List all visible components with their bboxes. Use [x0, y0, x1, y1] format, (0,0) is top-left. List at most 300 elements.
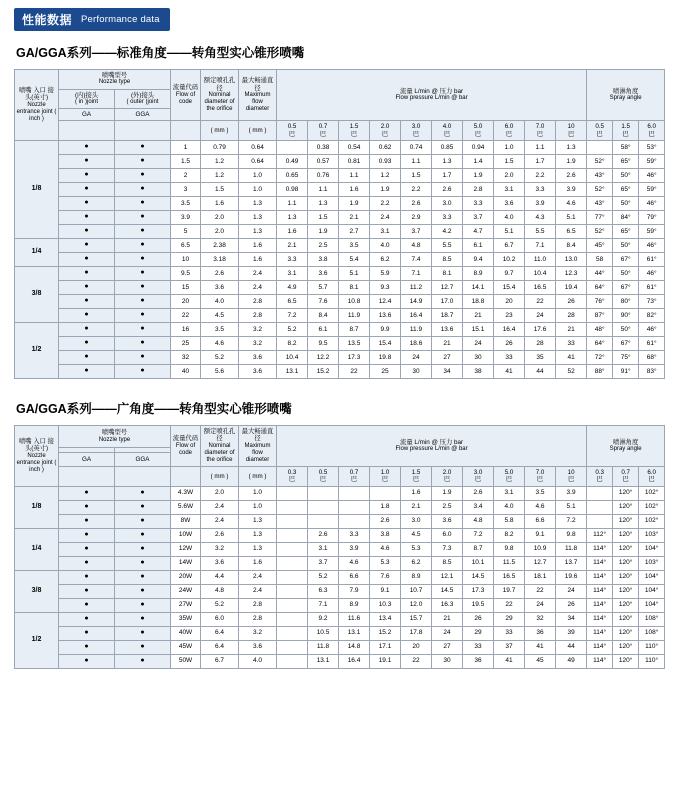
cell-max-free-passage: 1.6 — [239, 253, 277, 267]
header-pressure-3.0: 3.0 巴 — [463, 467, 494, 487]
cell-flow: 41 — [556, 351, 587, 365]
table-row — [15, 542, 665, 556]
cell-flow: 10.4 — [525, 267, 556, 281]
cell-flow: 8.1 — [339, 281, 370, 295]
cell-flow: 18.7 — [432, 309, 463, 323]
cell-flow: 6.2 — [401, 556, 432, 570]
cell-nominal-diameter: 6.4 — [201, 626, 239, 640]
cell-flow: 2.2 — [401, 183, 432, 197]
cell-flow-code: 25 — [171, 337, 201, 351]
cell-nominal-diameter: 1.2 — [201, 169, 239, 183]
cell-ga-mark: ● — [59, 598, 115, 612]
header-pressure-0.7: 0.7 巴 — [339, 467, 370, 487]
cell-flow: 10.8 — [339, 295, 370, 309]
cell-flow: 2.6 — [556, 169, 587, 183]
cell-spray-angle: 76° — [587, 295, 613, 309]
cell-flow: 3.6 — [494, 197, 525, 211]
header-pressure-6.0: 6.0 巴 — [494, 121, 525, 141]
header-ga: GA — [59, 453, 115, 467]
cell-max-free-passage: 0.64 — [239, 155, 277, 169]
cell-flow: 3.9 — [339, 542, 370, 556]
cell-flow: 9.9 — [370, 323, 401, 337]
header-nozzle-entrance: 喷嘴 入口 接头(英寸) Nozzle entrance joint ( inch ) — [15, 70, 59, 141]
cell-flow: 24 — [463, 337, 494, 351]
cell-spray-angle: 46° — [639, 267, 665, 281]
table-row — [15, 626, 665, 640]
cell-flow: 28 — [525, 337, 556, 351]
cell-flow: 41 — [525, 640, 556, 654]
table-row — [15, 211, 665, 225]
cell-ga-mark: ● — [59, 309, 115, 323]
cell-flow: 1.7 — [432, 169, 463, 183]
cell-flow: 8.7 — [463, 542, 494, 556]
cell-gga-mark: ● — [115, 528, 171, 542]
cell-flow-code: 12W — [171, 542, 201, 556]
cell-flow: 17.3 — [463, 584, 494, 598]
section-title-wide: GA/GGA系列——广角度——转角型实心锥形喷嘴 — [16, 402, 292, 417]
cell-spray-angle: 67° — [613, 281, 639, 295]
cell-flow: 20 — [494, 295, 525, 309]
cell-max-free-passage: 1.0 — [239, 183, 277, 197]
cell-flow-code: 3.9 — [171, 211, 201, 225]
cell-flow: 30 — [463, 351, 494, 365]
cell-flow-code: 35W — [171, 612, 201, 626]
cell-flow: 8.9 — [401, 570, 432, 584]
cell-spray-angle: 46° — [639, 197, 665, 211]
cell-flow: 14.1 — [463, 281, 494, 295]
cell-flow: 1.1 — [339, 169, 370, 183]
cell-spray-angle: 120° — [613, 486, 639, 500]
cell-flow: 3.1 — [308, 542, 339, 556]
cell-flow: 26 — [556, 295, 587, 309]
cell-flow: 1.6 — [401, 486, 432, 500]
cell-spray-angle: 67° — [613, 337, 639, 351]
cell-flow: 0.93 — [370, 155, 401, 169]
cell-flow: 23 — [494, 309, 525, 323]
cell-flow: 37 — [494, 640, 525, 654]
table-row — [15, 197, 665, 211]
header-gga: GGA — [115, 109, 171, 121]
cell-flow: 1.1 — [277, 197, 308, 211]
cell-flow — [339, 486, 370, 500]
cell-flow: 21 — [463, 309, 494, 323]
header-nozzle-type: 喷嘴型号 Nozzle type — [59, 426, 171, 448]
cell-flow: 4.0 — [494, 500, 525, 514]
cell-flow: 1.3 — [277, 211, 308, 225]
cell-flow: 7.1 — [308, 598, 339, 612]
cell-flow: 2.1 — [401, 500, 432, 514]
header-spray-angle: 喷淋角度 Spray angle — [587, 426, 665, 467]
table-row — [15, 654, 665, 668]
header-pressure-5.0: 5.0 巴 — [463, 121, 494, 141]
cell-flow: 26 — [463, 612, 494, 626]
cell-nominal-diameter: 3.5 — [201, 323, 239, 337]
table-row — [15, 570, 665, 584]
cell-nominal-diameter: 6.0 — [201, 612, 239, 626]
cell-flow — [308, 486, 339, 500]
cell-flow: 27 — [432, 351, 463, 365]
cell-flow: 4.9 — [277, 281, 308, 295]
cell-flow-code: 16 — [171, 323, 201, 337]
cell-ga-mark: ● — [59, 500, 115, 514]
cell-flow: 3.1 — [277, 267, 308, 281]
cell-spray-angle: 59° — [639, 155, 665, 169]
cell-gga-mark: ● — [115, 141, 171, 155]
cell-flow: 6.1 — [308, 323, 339, 337]
header-pressure-10: 10 巴 — [556, 121, 587, 141]
cell-max-free-passage: 2.4 — [239, 281, 277, 295]
cell-flow: 22 — [494, 598, 525, 612]
cell-flow: 2.6 — [401, 197, 432, 211]
header-maxfree-unit: ( mm ) — [239, 467, 277, 487]
cell-flow-code: 24W — [171, 584, 201, 598]
cell-flow — [277, 626, 308, 640]
header-spray-pressure-1.5: 1.5 巴 — [613, 121, 639, 141]
cell-flow: 24 — [432, 626, 463, 640]
cell-flow-code: 14W — [171, 556, 201, 570]
cell-nominal-diameter: 4.0 — [201, 295, 239, 309]
cell-gga-mark: ● — [115, 654, 171, 668]
cell-spray-angle: 82° — [639, 309, 665, 323]
cell-max-free-passage: 1.0 — [239, 486, 277, 500]
row-group-label: 3/8 — [15, 267, 59, 323]
cell-spray-angle: 110° — [639, 640, 665, 654]
cell-spray-angle: 50° — [613, 197, 639, 211]
cell-flow: 19.1 — [370, 654, 401, 668]
cell-flow-code: 1 — [171, 141, 201, 155]
cell-flow: 49 — [556, 654, 587, 668]
cell-ga-mark: ● — [59, 584, 115, 598]
cell-spray-angle: 61° — [639, 253, 665, 267]
cell-nominal-diameter: 5.2 — [201, 351, 239, 365]
cell-flow: 5.2 — [277, 323, 308, 337]
cell-gga-mark: ● — [115, 267, 171, 281]
cell-flow: 44 — [556, 640, 587, 654]
cell-flow: 16.5 — [494, 570, 525, 584]
cell-gga-mark: ● — [115, 211, 171, 225]
cell-gga-mark: ● — [115, 309, 171, 323]
cell-flow: 3.3 — [277, 253, 308, 267]
cell-flow: 2.4 — [370, 211, 401, 225]
cell-spray-angle: 72° — [587, 351, 613, 365]
cell-flow: 15.2 — [370, 626, 401, 640]
cell-nominal-diameter: 5.2 — [201, 598, 239, 612]
table-row — [15, 337, 665, 351]
cell-flow: 3.0 — [432, 197, 463, 211]
cell-flow: 1.9 — [556, 155, 587, 169]
cell-flow: 5.9 — [370, 267, 401, 281]
cell-flow-code: 10W — [171, 528, 201, 542]
cell-flow: 21 — [432, 612, 463, 626]
cell-gga-mark: ● — [115, 155, 171, 169]
cell-spray-angle: 87° — [587, 309, 613, 323]
cell-max-free-passage: 2.8 — [239, 598, 277, 612]
cell-ga-mark: ● — [59, 197, 115, 211]
cell-spray-angle: 120° — [613, 528, 639, 542]
cell-flow — [277, 640, 308, 654]
cell-flow: 3.7 — [308, 556, 339, 570]
cell-flow: 0.76 — [308, 169, 339, 183]
cell-flow: 5.4 — [339, 253, 370, 267]
cell-flow: 7.1 — [525, 239, 556, 253]
cell-spray-angle: 120° — [613, 542, 639, 556]
cell-spray-angle: 108° — [639, 612, 665, 626]
header-code-unit — [171, 121, 201, 141]
cell-flow-code: 20W — [171, 570, 201, 584]
cell-flow: 1.9 — [432, 486, 463, 500]
cell-max-free-passage: 1.3 — [239, 514, 277, 528]
cell-flow: 6.2 — [370, 253, 401, 267]
cell-flow: 10.5 — [308, 626, 339, 640]
cell-max-free-passage: 2.8 — [239, 612, 277, 626]
cell-flow-code: 3 — [171, 183, 201, 197]
cell-flow: 1.1 — [525, 141, 556, 155]
header-maxfree-unit: ( mm ) — [239, 121, 277, 141]
cell-flow: 3.1 — [494, 183, 525, 197]
table-row — [15, 183, 665, 197]
cell-flow: 12.7 — [525, 556, 556, 570]
cell-max-free-passage: 3.6 — [239, 351, 277, 365]
cell-spray-angle: 104° — [639, 570, 665, 584]
row-group-label: 1/2 — [15, 612, 59, 668]
cell-flow: 27 — [432, 640, 463, 654]
cell-flow-code: 20 — [171, 295, 201, 309]
table-row — [15, 253, 665, 267]
cell-spray-angle: 114° — [587, 598, 613, 612]
cell-spray-angle: 65° — [613, 183, 639, 197]
cell-spray-angle: 50° — [613, 267, 639, 281]
cell-spray-angle: 120° — [613, 584, 639, 598]
cell-nominal-diameter: 4.6 — [201, 337, 239, 351]
header-gga-unit — [115, 121, 171, 141]
cell-flow — [277, 612, 308, 626]
row-group-label: 1/8 — [15, 486, 59, 528]
cell-ga-mark: ● — [59, 514, 115, 528]
cell-flow: 41 — [494, 654, 525, 668]
cell-flow: 18.1 — [525, 570, 556, 584]
header-flow-code: 流量代码 Flow of code — [171, 426, 201, 467]
cell-flow: 34 — [556, 612, 587, 626]
cell-flow: 1.4 — [463, 155, 494, 169]
cell-flow: 7.4 — [401, 253, 432, 267]
cell-flow: 17.8 — [401, 626, 432, 640]
cell-nominal-diameter: 6.4 — [201, 640, 239, 654]
cell-flow: 22 — [339, 365, 370, 379]
header-inner-joint: (内)接头 ( in )joint — [59, 89, 115, 109]
cell-max-free-passage: 1.0 — [239, 500, 277, 514]
cell-spray-angle: 48° — [587, 323, 613, 337]
cell-flow: 5.7 — [308, 281, 339, 295]
table-standard-angle — [14, 69, 665, 379]
cell-flow: 4.0 — [370, 239, 401, 253]
cell-nominal-diameter: 1.6 — [201, 197, 239, 211]
cell-flow: 1.9 — [370, 183, 401, 197]
cell-flow: 0.94 — [463, 141, 494, 155]
cell-flow: 24 — [556, 584, 587, 598]
cell-flow: 2.2 — [525, 169, 556, 183]
cell-ga-mark: ● — [59, 295, 115, 309]
cell-flow-code: 3.5 — [171, 197, 201, 211]
cell-spray-angle: 46° — [639, 323, 665, 337]
cell-flow: 9.8 — [556, 528, 587, 542]
cell-flow-code: 5 — [171, 225, 201, 239]
cell-flow: 16.5 — [525, 281, 556, 295]
cell-spray-angle — [587, 486, 613, 500]
cell-flow: 33 — [494, 351, 525, 365]
table-row — [15, 155, 665, 169]
cell-flow — [308, 500, 339, 514]
cell-spray-angle: 104° — [639, 584, 665, 598]
cell-max-free-passage: 1.3 — [239, 211, 277, 225]
cell-flow: 11.5 — [494, 556, 525, 570]
cell-flow: 17.3 — [339, 351, 370, 365]
cell-flow: 4.3 — [525, 211, 556, 225]
table-row — [15, 225, 665, 239]
header-ga-unit — [59, 121, 115, 141]
cell-flow: 15.7 — [401, 612, 432, 626]
cell-flow: 6.5 — [556, 225, 587, 239]
cell-flow: 13.0 — [556, 253, 587, 267]
cell-gga-mark: ● — [115, 598, 171, 612]
cell-flow: 28 — [556, 309, 587, 323]
cell-ga-mark: ● — [59, 141, 115, 155]
cell-flow: 19.8 — [370, 351, 401, 365]
cell-spray-angle: 44° — [587, 267, 613, 281]
header-pressure-5.0: 5.0 巴 — [494, 467, 525, 487]
cell-nominal-diameter: 2.6 — [201, 528, 239, 542]
cell-spray-angle — [587, 514, 613, 528]
cell-flow: 10.9 — [525, 542, 556, 556]
cell-gga-mark: ● — [115, 281, 171, 295]
cell-gga-mark: ● — [115, 295, 171, 309]
cell-gga-mark: ● — [115, 337, 171, 351]
cell-flow: 6.3 — [308, 584, 339, 598]
cell-flow: 0.85 — [432, 141, 463, 155]
cell-ga-mark: ● — [59, 486, 115, 500]
cell-spray-angle: 104° — [639, 598, 665, 612]
cell-flow: 4.8 — [401, 239, 432, 253]
cell-flow: 0.57 — [308, 155, 339, 169]
cell-flow: 38 — [463, 365, 494, 379]
cell-flow: 12.2 — [308, 351, 339, 365]
cell-spray-angle: 61° — [639, 337, 665, 351]
cell-flow: 2.6 — [308, 528, 339, 542]
cell-flow: 3.6 — [432, 514, 463, 528]
cell-spray-angle: 114° — [587, 626, 613, 640]
cell-flow-code: 27W — [171, 598, 201, 612]
cell-flow — [277, 500, 308, 514]
cell-flow: 11.6 — [339, 612, 370, 626]
cell-spray-angle: 114° — [587, 654, 613, 668]
cell-flow — [277, 654, 308, 668]
cell-spray-angle: 114° — [587, 640, 613, 654]
header-spray-pressure-6.0: 6.0 巴 — [639, 121, 665, 141]
row-group-label: 1/2 — [15, 323, 59, 379]
cell-flow: 26 — [556, 598, 587, 612]
header-code-unit — [171, 467, 201, 487]
header-nozzle-entrance: 喷嘴 入口 接头(英寸) Nozzle entrance joint ( inch ) — [15, 426, 59, 487]
table-row — [15, 309, 665, 323]
cell-flow: 15.1 — [463, 323, 494, 337]
cell-flow-code: 8W — [171, 514, 201, 528]
cell-flow: 3.0 — [401, 514, 432, 528]
cell-spray-angle: 43° — [587, 197, 613, 211]
cell-max-free-passage: 1.6 — [239, 239, 277, 253]
row-group-label: 1/8 — [15, 141, 59, 239]
cell-spray-angle: 120° — [613, 626, 639, 640]
cell-flow: 24 — [401, 351, 432, 365]
cell-ga-mark: ● — [59, 183, 115, 197]
cell-ga-mark: ● — [59, 626, 115, 640]
cell-spray-angle: 64° — [587, 337, 613, 351]
cell-flow: 13.6 — [370, 309, 401, 323]
cell-max-free-passage: 1.0 — [239, 169, 277, 183]
cell-max-free-passage: 1.3 — [239, 542, 277, 556]
cell-flow: 6.1 — [463, 239, 494, 253]
cell-flow — [277, 486, 308, 500]
cell-spray-angle: 50° — [613, 323, 639, 337]
cell-flow-code: 6.5 — [171, 239, 201, 253]
cell-ga-mark: ● — [59, 239, 115, 253]
header-pressure-1.5: 1.5 巴 — [339, 121, 370, 141]
cell-flow: 13.1 — [339, 626, 370, 640]
cell-max-free-passage: 1.3 — [239, 528, 277, 542]
cell-flow: 3.3 — [525, 183, 556, 197]
cell-flow: 12.4 — [370, 295, 401, 309]
cell-ga-mark: ● — [59, 654, 115, 668]
cell-spray-angle: 104° — [639, 542, 665, 556]
cell-flow: 2.5 — [432, 500, 463, 514]
cell-ga-mark: ● — [59, 281, 115, 295]
cell-gga-mark: ● — [115, 556, 171, 570]
cell-flow: 2.2 — [370, 197, 401, 211]
cell-gga-mark: ● — [115, 323, 171, 337]
cell-flow: 41 — [494, 365, 525, 379]
cell-spray-angle: 52° — [587, 225, 613, 239]
cell-spray-angle: 120° — [613, 514, 639, 528]
cell-flow: 1.9 — [339, 197, 370, 211]
table-row — [15, 486, 665, 500]
cell-flow: 6.6 — [525, 514, 556, 528]
cell-spray-angle: 88° — [587, 365, 613, 379]
cell-spray-angle: 73° — [639, 295, 665, 309]
cell-flow: 0.54 — [339, 141, 370, 155]
cell-gga-mark: ● — [115, 514, 171, 528]
cell-flow — [339, 514, 370, 528]
cell-max-free-passage: 3.6 — [239, 365, 277, 379]
table-row — [15, 612, 665, 626]
cell-gga-mark: ● — [115, 253, 171, 267]
cell-flow: 17.1 — [370, 640, 401, 654]
cell-flow: 14.8 — [339, 640, 370, 654]
cell-flow: 9.1 — [525, 528, 556, 542]
banner-title-cn: 性能数据 — [22, 13, 73, 27]
cell-spray-angle: 120° — [613, 570, 639, 584]
cell-spray-angle: 120° — [613, 654, 639, 668]
cell-flow: 18.8 — [463, 295, 494, 309]
cell-gga-mark: ● — [115, 500, 171, 514]
cell-gga-mark: ● — [115, 197, 171, 211]
cell-flow: 4.7 — [463, 225, 494, 239]
cell-spray-angle: 59° — [639, 183, 665, 197]
header-pressure-7.0: 7.0 巴 — [525, 467, 556, 487]
cell-nominal-diameter: 1.2 — [201, 155, 239, 169]
cell-spray-angle: 120° — [613, 500, 639, 514]
cell-flow: 24 — [525, 598, 556, 612]
cell-flow: 10.7 — [401, 584, 432, 598]
cell-nominal-diameter: 3.2 — [201, 542, 239, 556]
table-row — [15, 640, 665, 654]
